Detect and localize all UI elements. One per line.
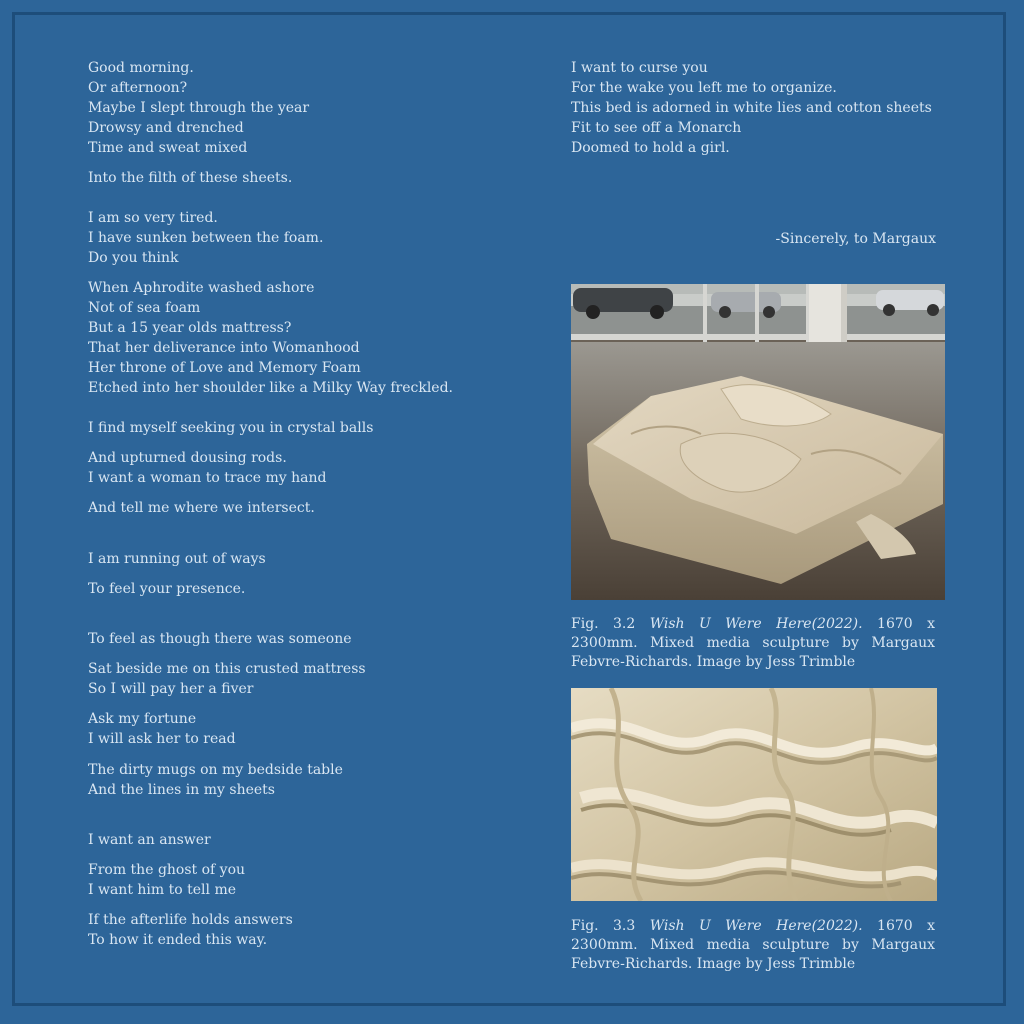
stanza — [88, 860, 528, 900]
stanza — [88, 709, 528, 749]
poem-line: Drowsy and drenched — [88, 120, 244, 136]
stanza — [88, 549, 528, 569]
poem-line: Doomed to hold a girl. — [571, 140, 730, 156]
stanza — [88, 830, 528, 850]
stanza — [88, 498, 528, 518]
stanza — [88, 910, 528, 950]
stanza — [88, 168, 528, 188]
poem-line: To how it ended this way. — [88, 932, 268, 948]
poem-line: Do you think — [88, 250, 179, 266]
poem-line: The dirty mugs on my bedside table — [88, 762, 343, 778]
figure-title: Wish U Were Here(2022). — [649, 918, 863, 934]
stanza — [88, 278, 528, 398]
stanza — [88, 760, 528, 800]
poem-line: This bed is adorned in white lies and cotton sheets — [571, 100, 932, 116]
poem-line: I want to curse you — [571, 60, 708, 76]
poem-line: I will ask her to read — [88, 731, 236, 747]
poem-line: I have sunken between the foam. — [88, 230, 324, 246]
poem-line: Maybe I slept through the year — [88, 100, 310, 116]
poem-line: Or afternoon? — [88, 80, 188, 96]
poem-line: But a 15 year olds mattress? — [88, 320, 292, 336]
poem-line: For the wake you left me to organize. — [571, 80, 837, 96]
poem-line: I am running out of ways — [88, 551, 266, 567]
figure-number: Fig. 3.2 — [571, 616, 650, 632]
poem-line: So I will pay her a fiver — [88, 681, 254, 697]
poem-line: I am so very tired. — [88, 210, 218, 226]
poem-line: And the lines in my sheets — [88, 782, 275, 798]
signoff: -Sincerely, to Margaux — [775, 231, 936, 247]
poem-right-column — [571, 58, 936, 158]
stanza — [88, 418, 528, 438]
poem-line: Ask my fortune — [88, 711, 197, 727]
poem-line: If the afterlife holds answers — [88, 912, 293, 928]
stanza — [88, 629, 528, 649]
poem-line: Into the filth of these sheets. — [88, 170, 293, 186]
poem-line: Sat beside me on this crusted mattress — [88, 661, 366, 677]
poem-line: To feel as though there was someone — [88, 631, 352, 647]
poem-line: That her deliverance into Womanhood — [88, 340, 360, 356]
poem-line: And upturned dousing rods. — [88, 450, 287, 466]
stanza — [88, 659, 528, 699]
sculpture-photo-closeup — [571, 688, 937, 901]
poem-line: When Aphrodite washed ashore — [88, 280, 315, 296]
poem-line: Good morning. — [88, 60, 194, 76]
poem-line: I want an answer — [88, 832, 211, 848]
figure-details: 1670 x 2300mm. Mixed media sculpture by Margaux Febvre-Richards. Image by Jess Trimble — [571, 918, 935, 972]
poem-line: Etched into her shoulder like a Milky Way freckled. — [88, 380, 453, 396]
poem-line: I find myself seeking you in crystal balls — [88, 420, 374, 436]
poem-line: Her throne of Love and Memory Foam — [88, 360, 361, 376]
poem-line: From the ghost of you — [88, 862, 246, 878]
figure-caption — [571, 917, 935, 974]
poem-left-column — [88, 58, 528, 950]
poem-line: Fit to see off a Monarch — [571, 120, 742, 136]
figure-title: Wish U Were Here(2022). — [649, 616, 863, 632]
poem-line: I want him to tell me — [88, 882, 237, 898]
figure-caption — [571, 615, 935, 672]
poem-line: To feel your presence. — [88, 581, 246, 597]
poem-line: And tell me where we intersect. — [88, 500, 315, 516]
figure-number: Fig. 3.3 — [571, 918, 650, 934]
poem-line: Time and sweat mixed — [88, 140, 248, 156]
stanza — [88, 58, 528, 158]
stanza — [88, 579, 528, 599]
poem-line: I want a woman to trace my hand — [88, 470, 327, 486]
sculpture-photo-gallery — [571, 284, 945, 600]
stanza — [88, 208, 528, 268]
poem-line: Not of sea foam — [88, 300, 201, 316]
figure-details: 1670 x 2300mm. Mixed media sculpture by Margaux Febvre-Richards. Image by Jess Trimble — [571, 616, 935, 670]
stanza — [88, 448, 528, 488]
